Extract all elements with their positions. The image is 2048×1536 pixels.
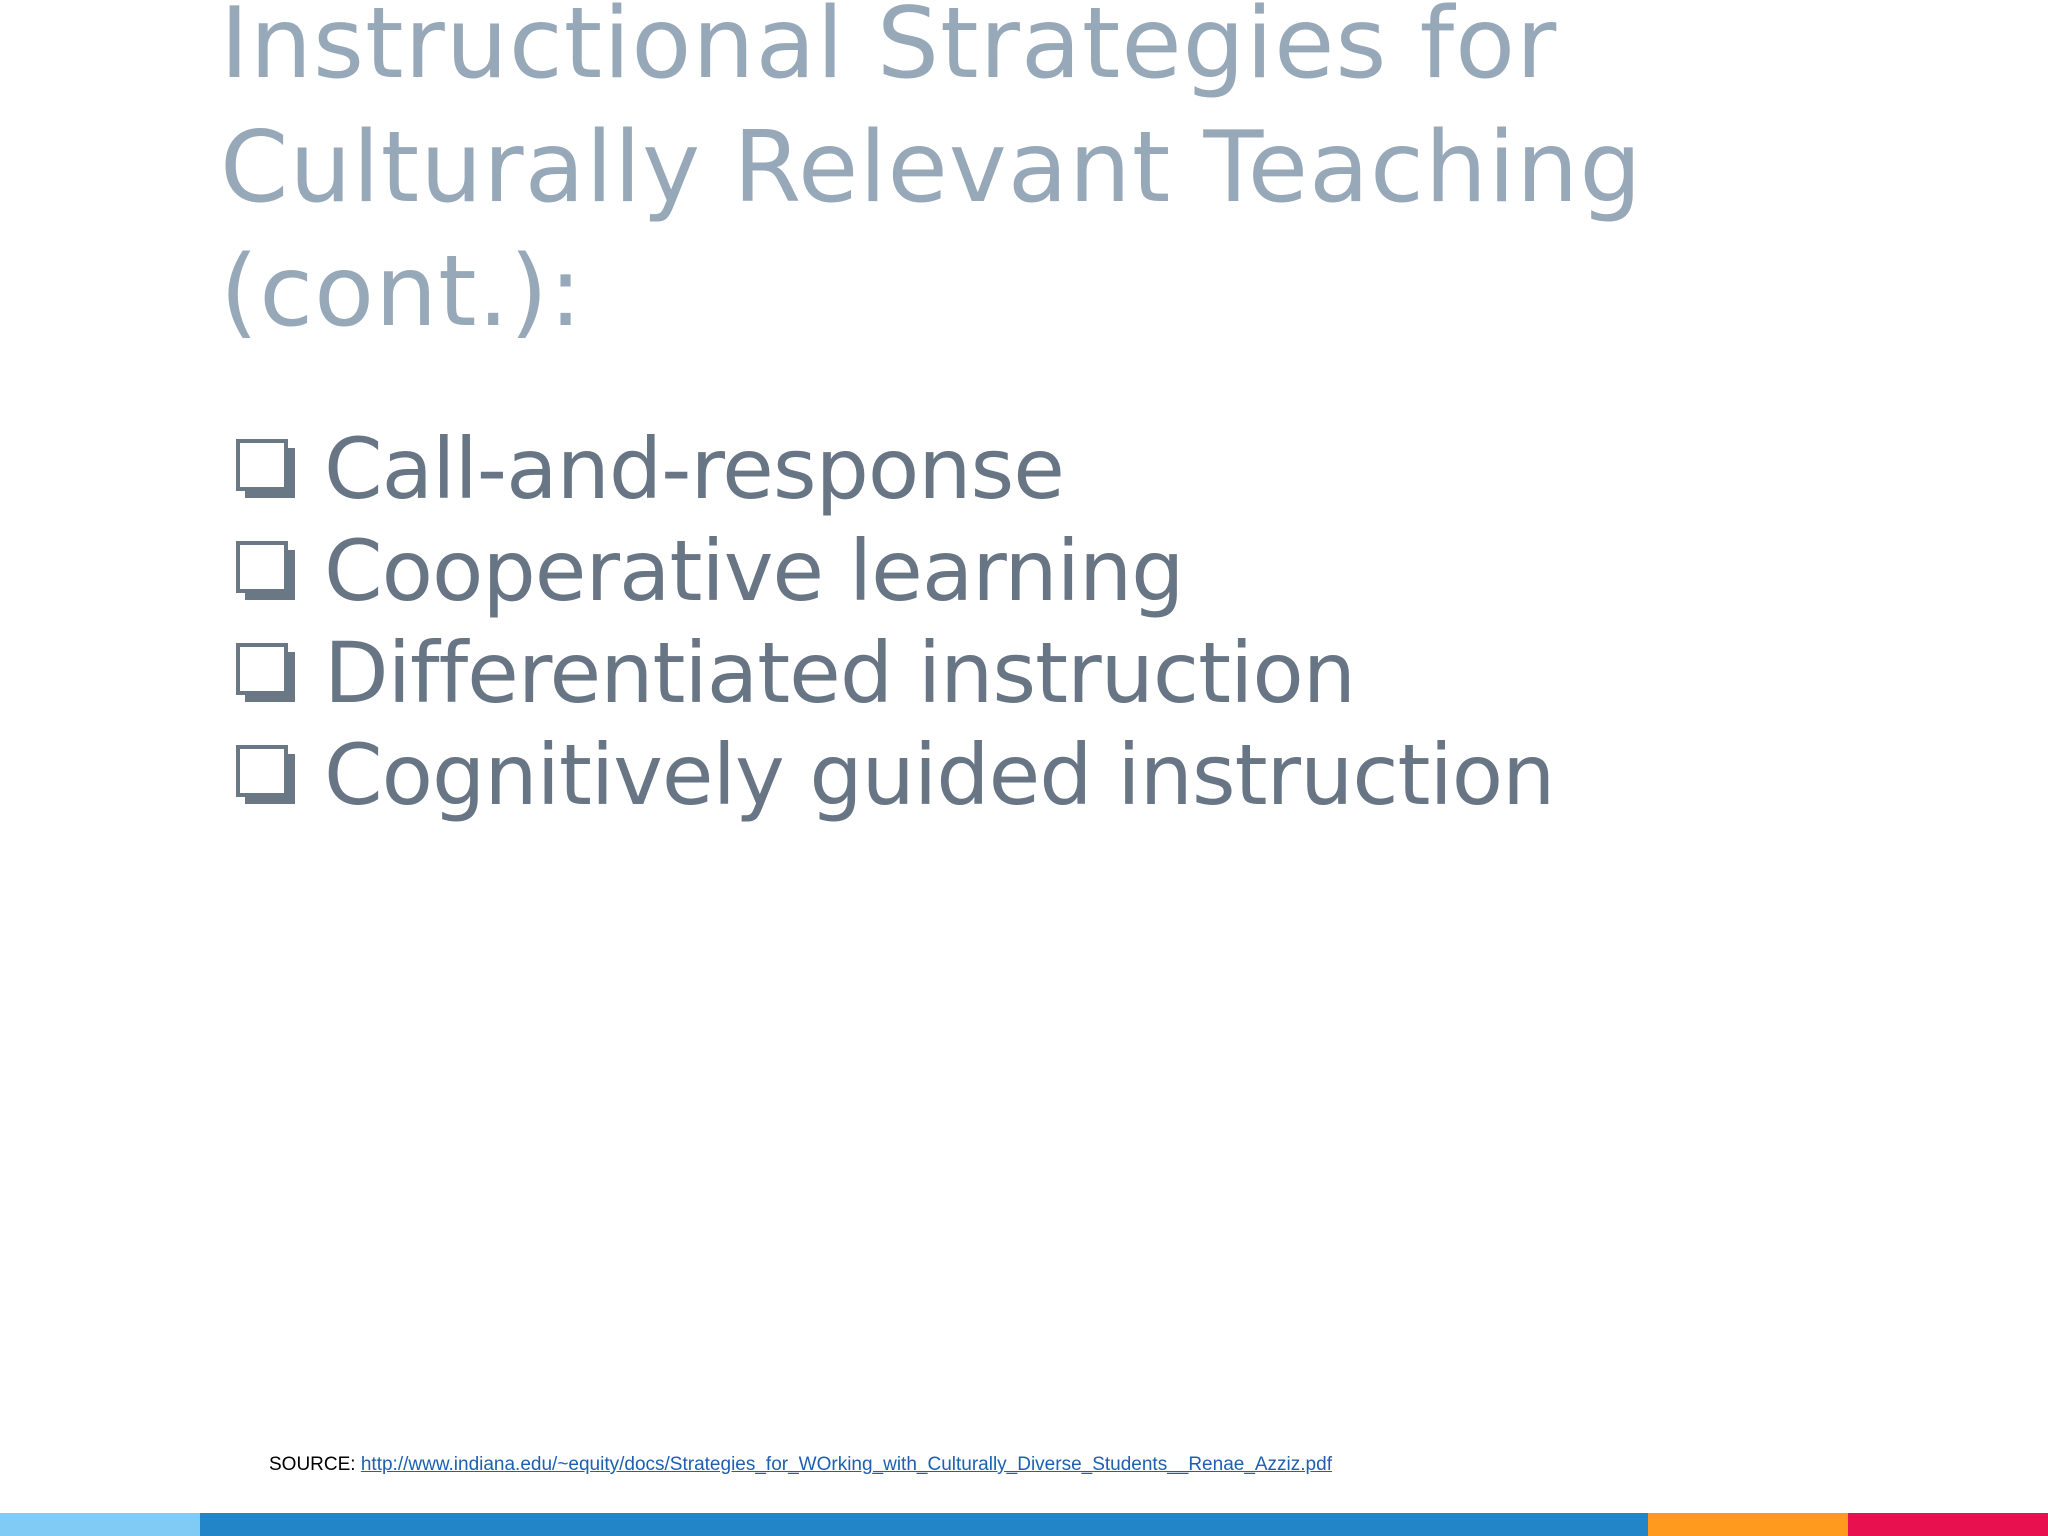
checkbox-bullet-icon [236, 439, 296, 499]
title-line-2: Culturally Relevant Teaching [220, 111, 1643, 225]
footer-color-bar [0, 1513, 2048, 1536]
bullet-list [236, 418, 1554, 826]
slide-title [220, 0, 1720, 354]
source-label: SOURCE: [269, 1454, 356, 1475]
footer-segment-light-blue [0, 1513, 200, 1536]
footer-segment-blue [200, 1513, 1648, 1536]
footer-segment-orange [1648, 1513, 1848, 1536]
source-link[interactable]: http://www.indiana.edu/~equity/docs/Strategies_for_WOrking_with_Culturally_Diverse_Students__Renae_Azziz.pdf [360, 1454, 1332, 1475]
bullet-text: Cooperative learning [324, 522, 1184, 620]
bullet-item [236, 520, 1554, 622]
bullet-text: Cognitively guided instruction [324, 726, 1555, 824]
bullet-item [236, 418, 1554, 520]
footer-segment-red [1848, 1513, 2048, 1536]
bullet-text: Differentiated instruction [324, 624, 1355, 722]
source-citation [269, 1454, 1332, 1476]
bullet-text: Call-and-response [324, 420, 1064, 518]
title-line-3: (cont.): [220, 235, 584, 349]
title-line-1: Instructional Strategies for [220, 0, 1558, 101]
checkbox-bullet-icon [236, 745, 296, 805]
bullet-item [236, 622, 1554, 724]
checkbox-bullet-icon [236, 541, 296, 601]
bullet-item [236, 724, 1554, 826]
checkbox-bullet-icon [236, 643, 296, 703]
